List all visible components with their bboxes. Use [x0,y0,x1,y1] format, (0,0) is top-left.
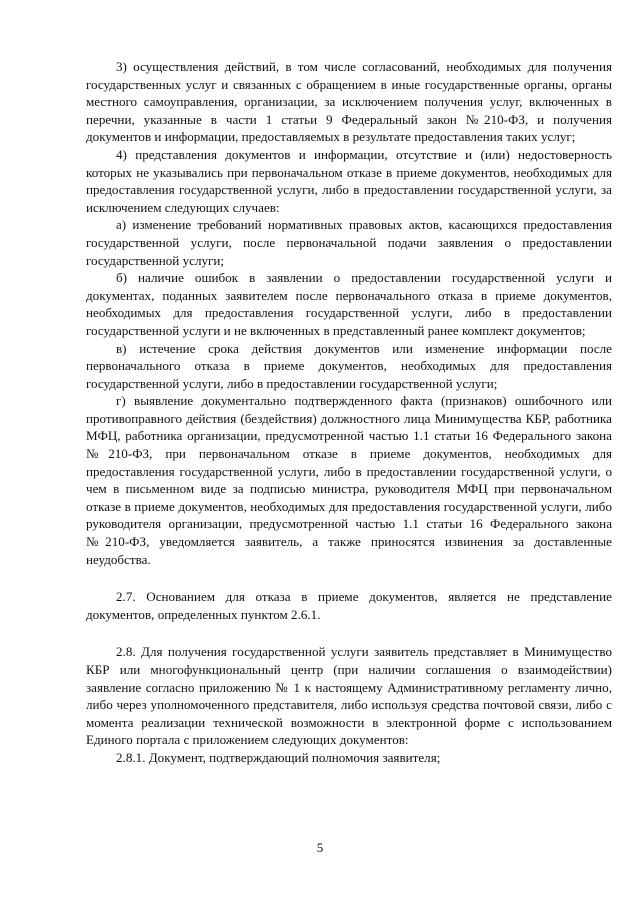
paragraph-subitem-v: в) истечение срока действия документов или изменение информации после первоначального отказа в приеме документов, необходимых для предоставления государственной услуги, либо в предоставлении государственной услуги; [86,340,612,391]
paragraph-2-8: 2.8. Для получения государственной услуги заявитель представляет в Минимущество КБР или многофункциональный центр (при наличии соглашения о взаимодействии) заявление согласно приложению № 1 к настоящему Административному регламенту лично, либо через уполномоченного представителя, либо используя средства почтовой связи, либо с момента реализации технической возможности в электронной форме с использованием Единого портала с приложением следующих документов: [86,644,612,748]
paragraph-subitem-a: а) изменение требований нормативных правовых актов, касающихся предоставления государственной услуги, после первоначальной подачи заявления о предоставлении государственной услуги; [86,217,612,268]
paragraph-subitem-g: г) выявление документально подтвержденного факта (признаков) ошибочного или противоправного действия (бездействия) должностного лица Минимущества КБР, работника МФЦ, работника организации, предусмотренной частью 1.1 статьи 16 Федерального закона №210-ФЗ, при первоначальном отказе в приеме документов, необходимых для предоставления государственной услуги, либо в предоставлении государственной услуги, о чем в письменном виде за подписью министра, руководителя МФЦ при первоначальном отказе в приеме документов, необходимых для предоставления государственной услуги, либо руководителя организации, предусмотренной частью 1.1 статьи 16 Федерального закона №210-ФЗ, уведомляется заявитель, а также приносятся извинения за доставленные неудобства. [86,393,612,567]
paragraph-2-7: 2.7. Основанием для отказа в приеме документов, является не представление документов, определенных пунктом 2.6.1. [86,589,612,622]
paragraph-item-3: 3) осуществления действий, в том числе согласований, необходимых для получения государственных услуг и связанных с обращением в иные государственные органы, органы местного самоуправления, организации, за исключением получения услуг, включенных в перечни, указанные в части 1 статьи 9 Федеральный закон №210-ФЗ, и получения документов и информации, предоставляемых в результате предоставления таких услуг; [86,59,612,145]
document-body [86,58,612,767]
paragraph-item-4: 4) представления документов и информации, отсутствие и (или) недостоверность которых не указывались при первоначальном отказе в приеме документов, необходимых для предоставления государственной услуги, либо в предоставлении государственной услуги, за исключением следующих случаев: [86,146,612,215]
page-number: 5 [316,840,324,855]
paragraph-2-8-1: 2.8.1. Документ, подтверждающий полномочия заявителя; [116,749,441,765]
paragraph-subitem-b: б) наличие ошибок в заявлении о предоставлении государственной услуги и документах, поданных заявителем после первоначального отказа в приеме документов, необходимых для предоставления государственной услуги, либо в предоставлении государственной услуги и не включенных в представленный ранее комплект документов; [86,270,612,338]
